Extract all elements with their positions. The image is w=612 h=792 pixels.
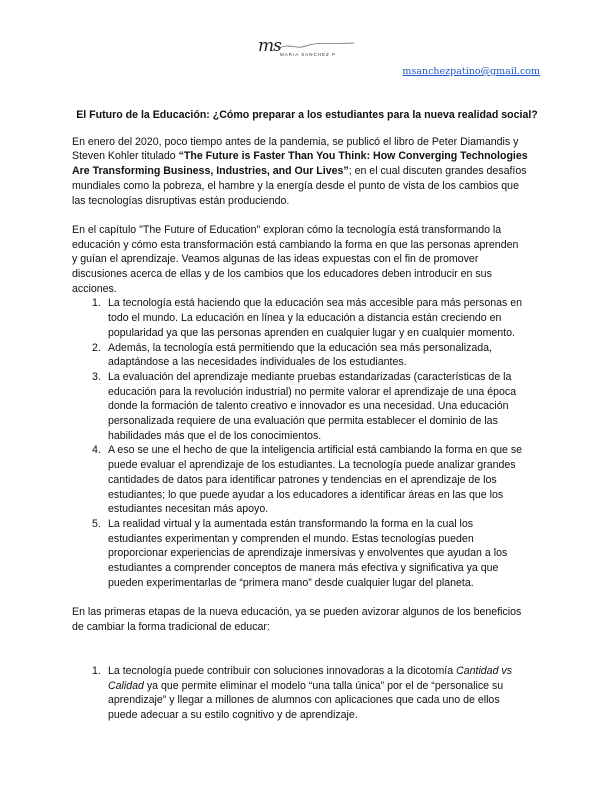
list-item-text (108, 296, 522, 340)
text-segment: Steven Kohler titulado (72, 150, 179, 163)
email-link[interactable]: msanchezpatino@gmail.com (402, 66, 540, 77)
text-segment: estudiantes necesitan más apoyo. (108, 503, 269, 516)
paragraph (72, 135, 542, 209)
text-line (108, 399, 516, 414)
text-segment: En el capítulo "The Future of Education" exploran cómo la tecnología está transformando la (72, 223, 502, 236)
text-line (108, 296, 522, 311)
italic-text: Calidad (108, 679, 144, 692)
text-segment: educación para la revolución industrial) no permite valorar el aprendizaje de una época (108, 385, 517, 398)
text-segment: personalizada requiere de una evaluación que permita establecer el dominio de las (108, 415, 498, 428)
bold-text: “The Future is Faster Than You Think: How Converging Technologies (178, 150, 528, 163)
text-segment: puede evaluar el aprendizaje de los estudiantes. La tecnología puede analizar grandes (108, 459, 516, 472)
text-segment: pueden experimentarlas de “primera mano” desde cualquier lugar del planeta. (108, 576, 474, 589)
text-line (108, 385, 516, 400)
list-item-text (108, 517, 507, 591)
text-line (72, 179, 542, 194)
list-number: 1. (92, 664, 101, 677)
text-line (108, 517, 507, 532)
text-line (72, 252, 542, 267)
text-segment: En las primeras etapas de la nueva educación, ya se pueden avizorar algunos de los beneficios (72, 606, 522, 619)
list-item-text (108, 341, 492, 370)
list-item-text (108, 443, 522, 517)
text-line (108, 370, 516, 385)
text-line (72, 223, 542, 238)
logo-name: MARIA SANCHEZ P (280, 52, 337, 57)
text-line (108, 443, 522, 458)
text-segment: La tecnología está haciendo que la educación sea más accesible para más personas en (108, 297, 523, 310)
text-line (108, 679, 512, 694)
text-segment: proporcionar experiencias de aprendizaje inmersivas y envolventes que ayudan a los (108, 547, 508, 560)
list-item (72, 517, 542, 591)
text-segment: cantidades de datos para identificar patrones y tendencias en el aprendizaje de los (108, 473, 497, 486)
text-line (108, 341, 492, 356)
text-line (108, 326, 522, 341)
text-segment: las tecnologías disruptivas están produciendo. (72, 194, 290, 207)
text-segment: La realidad virtual y la aumentada están transformando la forma en la cual los (108, 517, 474, 530)
text-segment: acciones. (72, 282, 117, 295)
numbered-list (72, 664, 542, 723)
document-title: El Futuro de la Educación: ¿Cómo preparar a los estudiantes para la nueva realidad social? (76, 108, 538, 121)
text-segment: y guían el aprendizaje. Veamos algunas de las ideas expuestas con el fin de promover (72, 253, 479, 266)
text-line (108, 311, 522, 326)
text-segment: mundiales como la pobreza, el hambre y la energía desde el punto de vista de los cambios que (72, 179, 519, 192)
text-line (108, 576, 507, 591)
text-segment: ; en el cual discuten grandes desafíos (348, 165, 527, 178)
logo-initials: ms (258, 36, 281, 56)
text-line (108, 502, 522, 517)
text-line (108, 429, 516, 444)
text-segment: En enero del 2020, poco tiempo antes de la pandemia, se publicó el libro de Peter Diamandis y (72, 135, 519, 148)
list-item (72, 341, 542, 370)
text-line (72, 164, 542, 179)
numbered-list (72, 296, 542, 590)
text-segment: estudiantes a comprender conceptos de manera más efectiva y significativa ya que (108, 562, 499, 575)
text-line (108, 355, 492, 370)
paragraph (72, 223, 542, 297)
text-segment: discusiones acerca de ellas y de los cambios que los educadores deben introducir en sus (72, 268, 492, 281)
text-segment: popularidad ya que las personas aprenden en cualquier lugar y en cualquier momento. (108, 326, 515, 339)
text-line (108, 414, 516, 429)
text-line (108, 708, 512, 723)
text-segment: de cambiar la forma tradicional de educar: (72, 620, 270, 633)
text-segment: puede adecuar a su estilo cognitivo y de aprendizaje. (108, 709, 358, 722)
text-segment: adaptándose a las necesidades individuales de los estudiantes. (108, 356, 407, 369)
list-item (72, 296, 542, 340)
text-line (72, 267, 542, 282)
text-line (72, 238, 542, 253)
text-line (108, 546, 507, 561)
text-segment: estudiantes experimentan y comprenden el mundo. Estas tecnologías pueden (108, 532, 474, 545)
text-segment: donde la formación de talento creativo e innovador es una necesidad. Una educación (108, 400, 509, 413)
list-number: 3. (92, 370, 101, 383)
paragraph (72, 605, 542, 634)
list-number: 2. (92, 341, 101, 354)
text-segment: educación y cómo esta transformación está cambiando la forma en que las personas aprenden (72, 238, 519, 251)
document-body (72, 108, 542, 738)
logo (258, 36, 354, 62)
text-line (108, 458, 522, 473)
list-number: 4. (92, 444, 101, 457)
text-line (72, 620, 542, 635)
text-line (108, 488, 522, 503)
text-segment: Además, la tecnología está permitiendo que la educación sea más personalizada, (108, 341, 492, 354)
text-segment: La tecnología puede contribuir con soluciones innovadoras a la dicotomía (108, 664, 457, 677)
text-line (108, 532, 507, 547)
text-line (72, 135, 542, 150)
list-item (72, 370, 542, 444)
text-segment: A eso se une el hecho de que la inteligencia artificial está cambiando la forma en que se (108, 444, 523, 457)
text-line (72, 194, 542, 209)
text-segment: estudiantes; lo que puede ayudar a los educadores a identificar áreas en las que los (108, 488, 504, 501)
text-line (108, 693, 512, 708)
list-number: 1. (92, 297, 101, 310)
text-segment: habilidades más que el de los conocimientos. (108, 429, 322, 442)
bold-text: Are Transforming Business, Industries, and Our Lives” (72, 165, 349, 178)
text-line (72, 605, 542, 620)
text-line (108, 664, 512, 679)
text-segment: La evaluación del aprendizaje mediante pruebas estandarizadas (características de la (108, 370, 512, 383)
text-line (72, 149, 542, 164)
list-item-text (108, 664, 512, 723)
text-line (72, 282, 542, 297)
document-blocks (72, 135, 542, 723)
text-line (108, 473, 522, 488)
list-item (72, 664, 542, 723)
list-number: 5. (92, 517, 101, 530)
text-segment: aprendizaje” y llegar a millones de alumnos con aplicaciones que cada uno de ellos (108, 694, 500, 707)
text-segment: ya que permite eliminar el modelo “una talla única” por el de “personalice su (143, 679, 504, 692)
logo-swash-icon (278, 40, 354, 52)
text-line (108, 561, 507, 576)
italic-text: Cantidad vs (456, 664, 513, 677)
text-segment: todo el mundo. La educación en línea y la educación a distancia están creciendo en (108, 312, 502, 325)
list-item (72, 443, 542, 517)
list-item-text (108, 370, 516, 444)
